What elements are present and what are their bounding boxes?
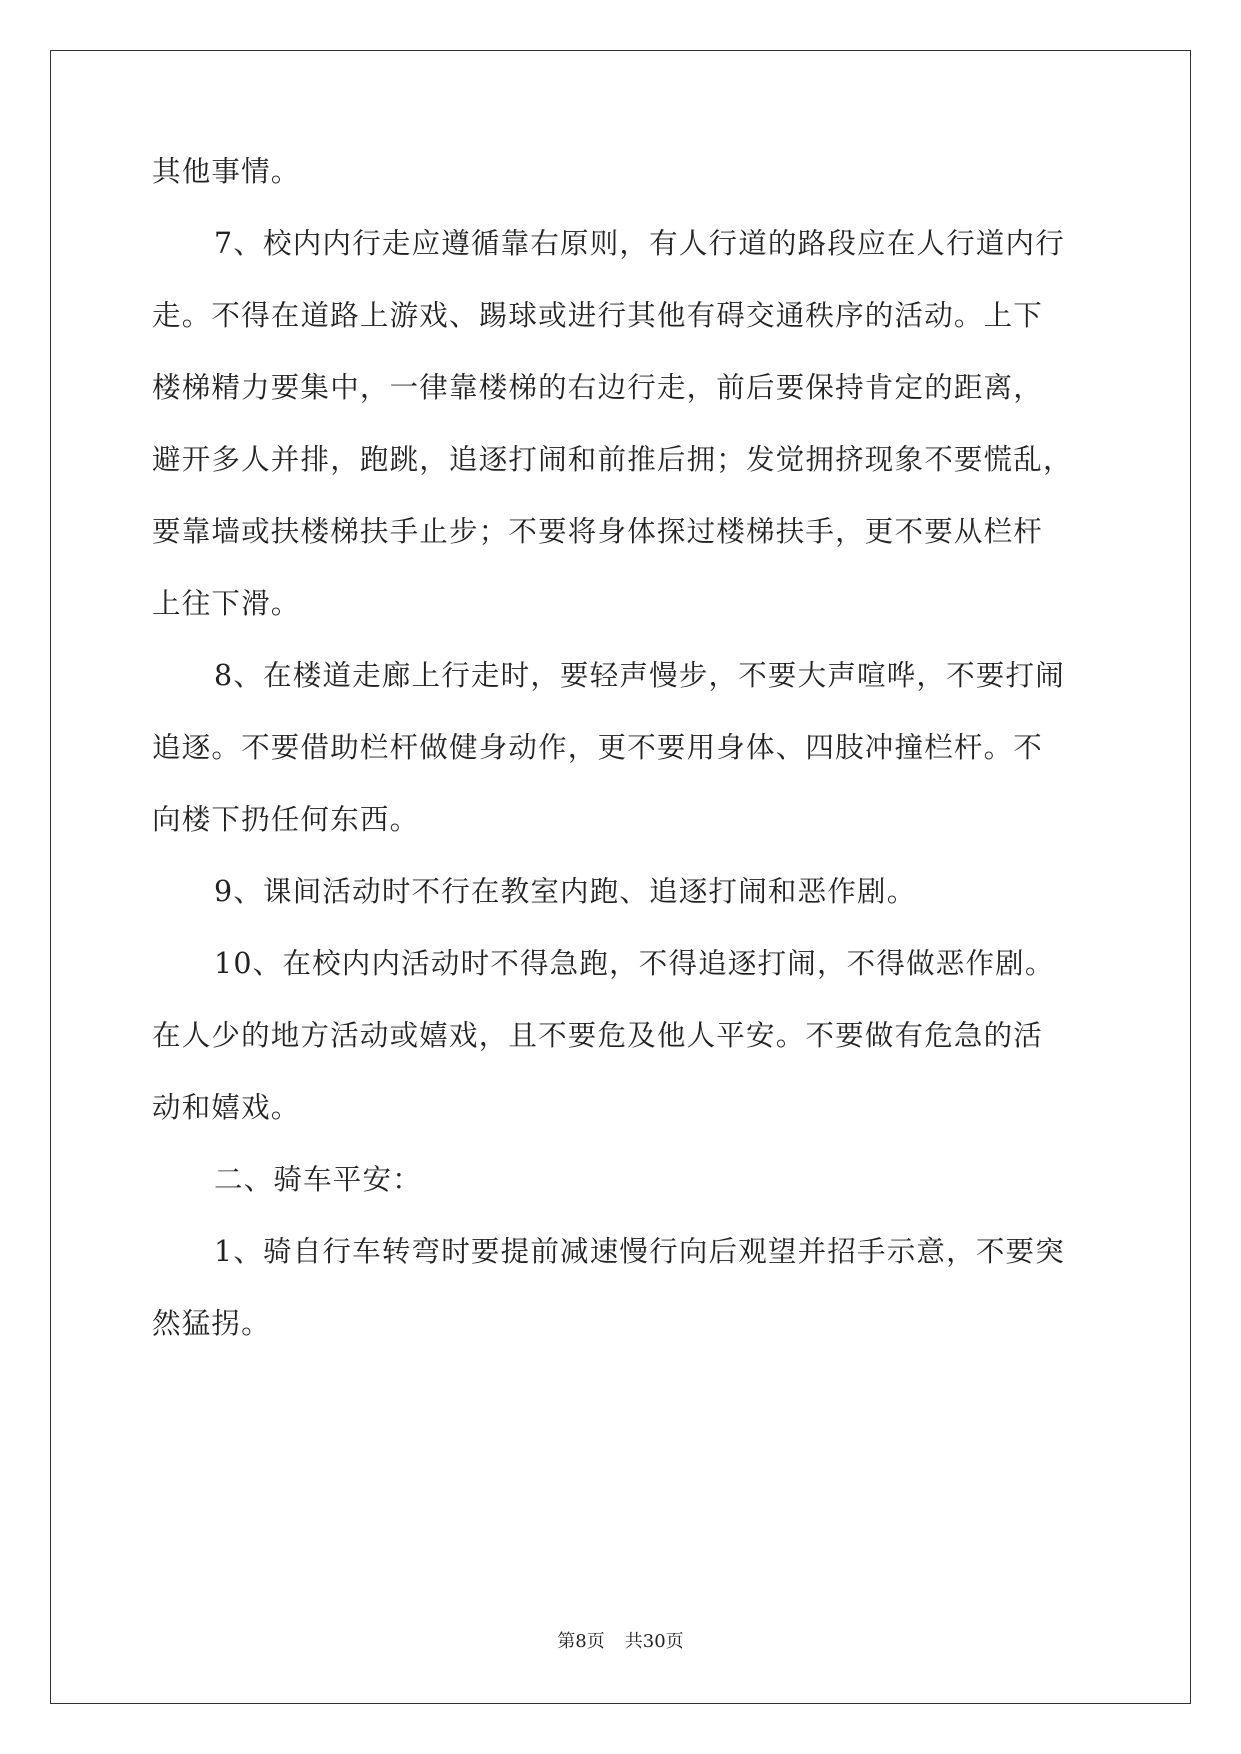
paragraph-line: 其他事情。 — [152, 155, 301, 188]
paragraph-line: 1、骑自行车转弯时要提前减速慢行向后观望并招手示意，不要突 — [214, 1235, 1065, 1268]
page-footer — [0, 1630, 1241, 1654]
paragraph-line: 然猛拐。 — [152, 1307, 271, 1340]
page-total: 共30页 — [624, 1631, 684, 1652]
paragraph-line: 避开多人并排，跑跳，追逐打闹和前推后拥；发觉拥挤现象不要慌乱， — [152, 443, 1073, 476]
paragraph-line: 向楼下扔任何东西。 — [152, 803, 420, 836]
paragraph-line: 9、课间活动时不行在教室内跑、追逐打闹和恶作剧。 — [214, 875, 917, 908]
paragraph-line: 在人少的地方活动或嬉戏，且不要危及他人平安。不要做有危急的活 — [152, 1019, 1044, 1052]
paragraph-line: 要靠墙或扶楼梯扶手止步；不要将身体探过楼梯扶手，更不要从栏杆 — [152, 515, 1044, 548]
page-number: 第8页 — [557, 1631, 605, 1652]
paragraph-line: 7、校内内行走应遵循靠右原则，有人行道的路段应在人行道内行 — [214, 227, 1065, 260]
paragraph-line: 动和嬉戏。 — [152, 1091, 301, 1124]
paragraph-line: 10、在校内内活动时不得急跑，不得追逐打闹，不得做恶作剧。 — [214, 947, 1055, 980]
section-heading: 二、骑车平安： — [214, 1163, 422, 1196]
paragraph-line: 8、在楼道走廊上行走时，要轻声慢步，不要大声喧哗，不要打闹 — [214, 659, 1065, 692]
paragraph-line: 走。不得在道路上游戏、踢球或进行其他有碍交通秩序的活动。上下 — [152, 299, 1044, 332]
paragraph-line: 追逐。不要借助栏杆做健身动作，更不要用身体、四肢冲撞栏杆。不 — [152, 731, 1044, 764]
paragraph-line: 上往下滑。 — [152, 587, 301, 620]
paragraph-line: 楼梯精力要集中，一律靠楼梯的右边行走，前后要保持肯定的距离， — [152, 371, 1044, 404]
